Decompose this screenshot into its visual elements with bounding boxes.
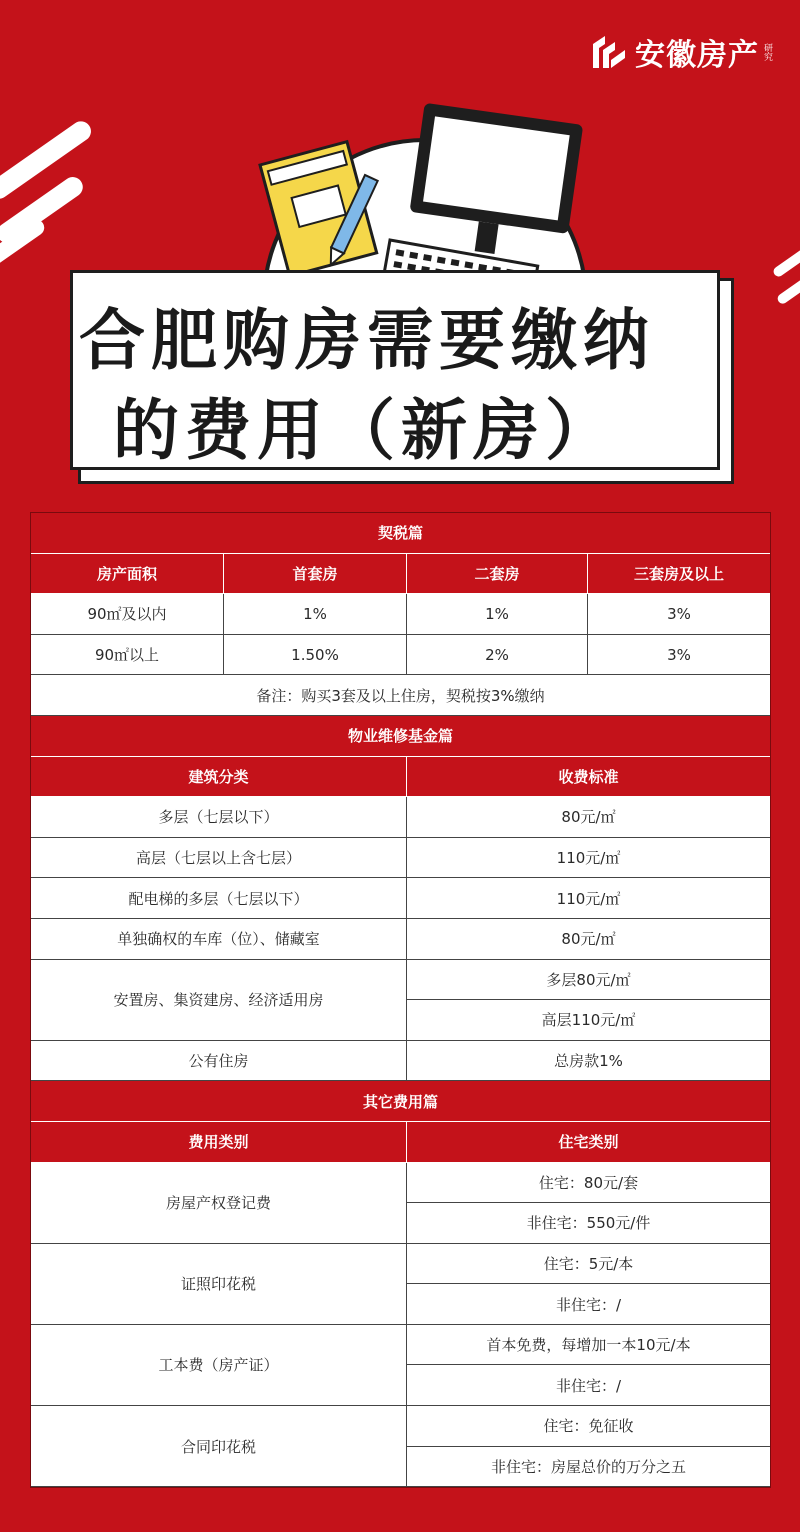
table-merged-row — [31, 960, 770, 1041]
table-merged-row — [31, 1163, 770, 1244]
table-cell-group — [407, 1406, 770, 1487]
table-cell: 房屋产权登记费 — [31, 1163, 407, 1244]
column-header: 房产面积 — [31, 554, 224, 595]
column-header: 二套房 — [407, 554, 588, 595]
column-header: 收费标准 — [407, 757, 770, 798]
table-merged-row — [31, 1325, 770, 1406]
table-header-row — [31, 1122, 770, 1163]
table-cell: 1.50% — [224, 635, 407, 676]
table-cell: 90㎡及以内 — [31, 594, 224, 635]
table-row — [31, 797, 770, 838]
table-cell: 110元/㎡ — [407, 838, 770, 879]
table-cell: 配电梯的多层（七层以下） — [31, 878, 407, 919]
table-cell-group — [407, 1325, 770, 1406]
table-cell-group — [407, 1244, 770, 1325]
table-cell: 3% — [588, 594, 770, 635]
page-title-line2: 的费用（新房） — [113, 392, 617, 469]
column-header: 首套房 — [224, 554, 407, 595]
table-cell: 首本免费，每增加一本10元/本 — [407, 1325, 770, 1366]
section-heading-other: 其它费用篇 — [31, 1081, 770, 1122]
table-cell: 非住宅：房屋总价的万分之五 — [407, 1447, 770, 1488]
table-cell: 80元/㎡ — [407, 797, 770, 838]
brand-name: 安徽房产 — [635, 38, 759, 73]
table-cell: 合同印花税 — [31, 1406, 407, 1487]
table-cell: 工本费（房产证） — [31, 1325, 407, 1406]
table-cell: 住宅：80元/套 — [407, 1163, 770, 1204]
table-cell: 非住宅：550元/件 — [407, 1203, 770, 1244]
table-cell: 90㎡以上 — [31, 635, 224, 676]
logo-icon — [589, 32, 629, 72]
table-cell: 高层110元/㎡ — [407, 1000, 770, 1041]
table-cell: 110元/㎡ — [407, 878, 770, 919]
table-cell-group — [407, 960, 770, 1041]
column-header: 费用类别 — [31, 1122, 407, 1163]
table-cell: 1% — [407, 594, 588, 635]
section-heading-maintenance: 物业维修基金篇 — [31, 716, 770, 757]
table-cell: 1% — [224, 594, 407, 635]
table-header-row — [31, 757, 770, 798]
table-merged-row — [31, 1244, 770, 1325]
table-merged-row — [31, 1406, 770, 1487]
column-header: 住宅类别 — [407, 1122, 770, 1163]
table-cell: 2% — [407, 635, 588, 676]
table-cell-group — [407, 1163, 770, 1244]
table-cell: 总房款1% — [407, 1041, 770, 1082]
table-cell: 安置房、集资建房、经济适用房 — [31, 960, 407, 1041]
desk-illustration — [250, 100, 590, 280]
table-header-row — [31, 554, 770, 595]
section-heading-row — [31, 513, 770, 554]
table-cell: 多层（七层以下） — [31, 797, 407, 838]
column-header: 三套房及以上 — [588, 554, 770, 595]
table-cell: 3% — [588, 635, 770, 676]
title-card — [70, 270, 720, 470]
page-title-line1: 合肥购房需要缴纳 — [79, 302, 655, 379]
column-header: 建筑分类 — [31, 757, 407, 798]
table-row — [31, 594, 770, 635]
table-row — [31, 878, 770, 919]
section-heading-deed-tax: 契税篇 — [31, 513, 770, 554]
table-cell: 非住宅：/ — [407, 1284, 770, 1325]
table-note-row — [31, 675, 770, 716]
table-note: 备注：购买3套及以上住房，契税按3%缴纳 — [31, 675, 770, 716]
table-cell: 公有住房 — [31, 1041, 407, 1082]
table-cell: 多层80元/㎡ — [407, 960, 770, 1001]
table-row — [31, 838, 770, 879]
fee-table — [30, 512, 771, 1488]
table-row — [31, 919, 770, 960]
table-cell: 证照印花税 — [31, 1244, 407, 1325]
table-cell: 住宅：免征收 — [407, 1406, 770, 1447]
table-cell: 住宅：5元/本 — [407, 1244, 770, 1285]
table-cell: 80元/㎡ — [407, 919, 770, 960]
section-heading-row — [31, 716, 770, 757]
table-cell: 单独确权的车库（位）、储藏室 — [31, 919, 407, 960]
decor-stroke — [776, 274, 800, 305]
brand-logo — [589, 30, 772, 74]
decor-stroke — [772, 242, 800, 279]
table-cell: 高层（七层以上含七层） — [31, 838, 407, 879]
brand-sub: 研究 — [762, 43, 772, 61]
table-row — [31, 1041, 770, 1082]
section-heading-row — [31, 1081, 770, 1122]
table-cell: 非住宅：/ — [407, 1365, 770, 1406]
table-row — [31, 635, 770, 676]
